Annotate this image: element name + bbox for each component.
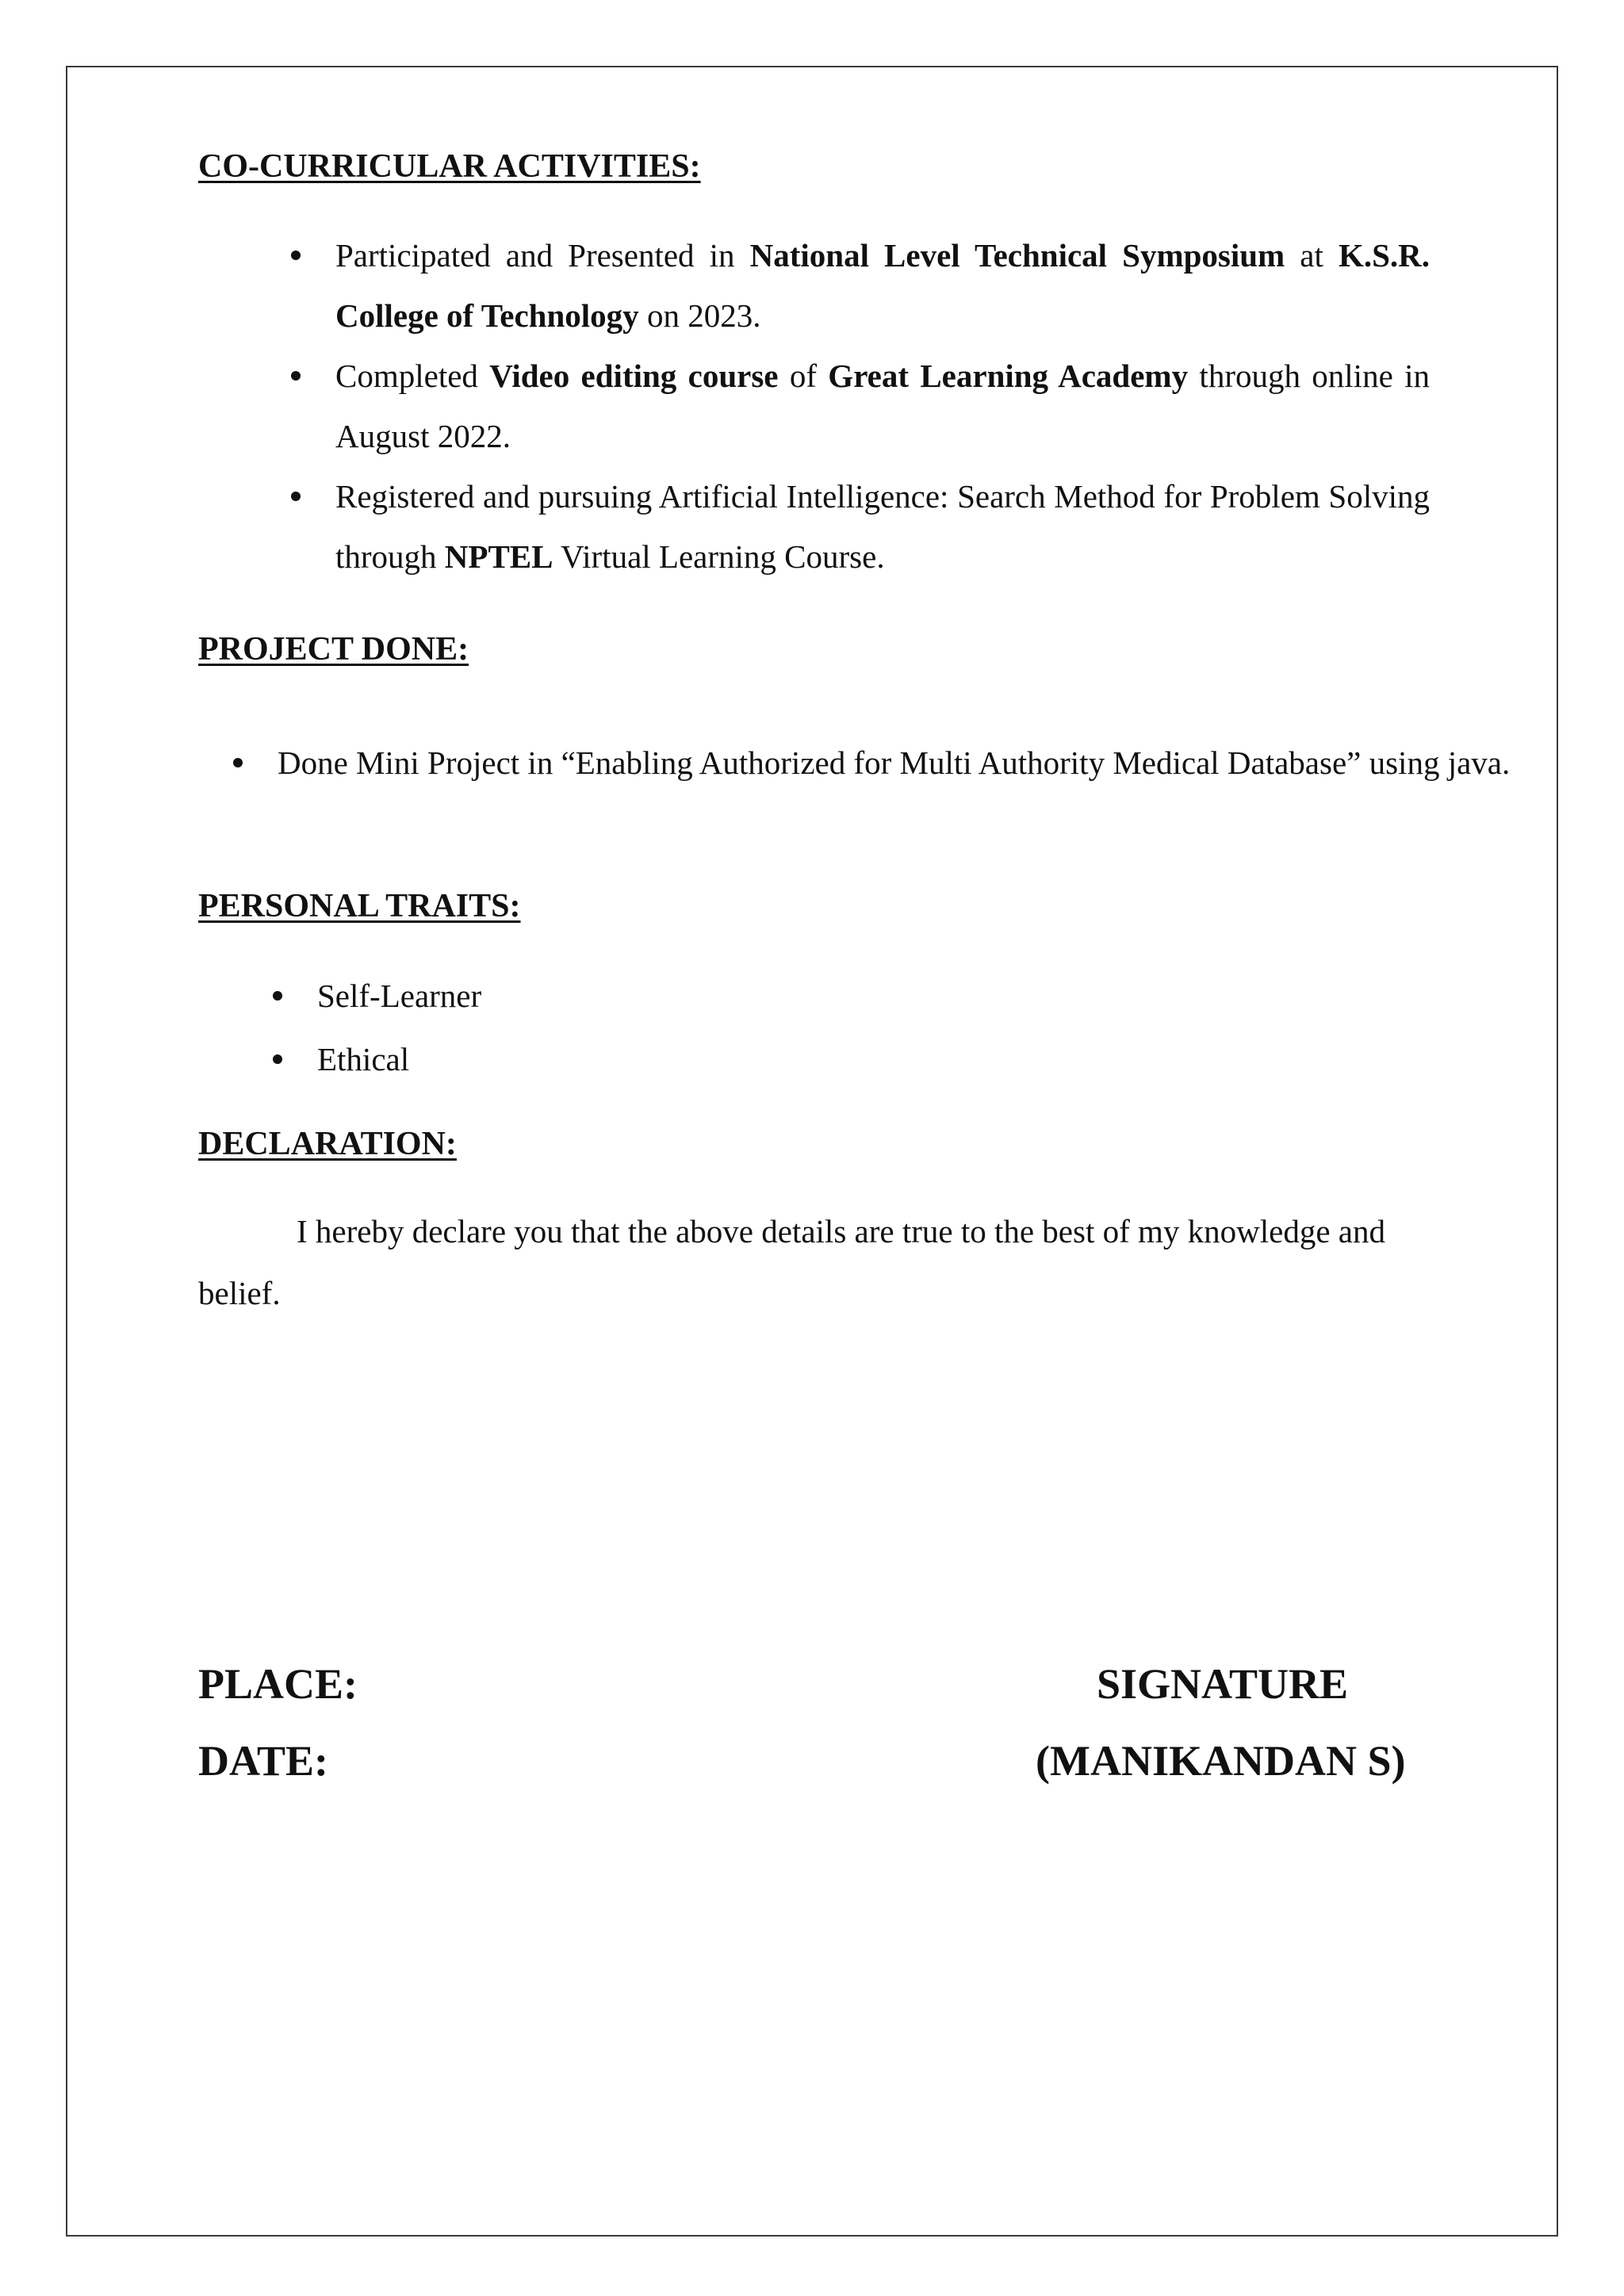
declaration-text: I hereby declare you that the above details are true to the best of my knowledge and belief. (198, 1213, 1385, 1311)
list-item: Ethical (317, 1027, 1031, 1091)
declaration-heading: DECLARATION: (198, 1126, 457, 1162)
personal-traits-list (317, 964, 1031, 1091)
place-label: PLACE: (198, 1660, 358, 1708)
list-item: Self-Learner (317, 964, 1031, 1027)
list-item: Done Mini Project in “Enabling Authorized for Multi Authority Medical Database” using java. (278, 733, 1511, 793)
list-item: Completed Video editing course of Great Learning Academy through online in August 2022. (335, 346, 1430, 466)
co-curricular-list (335, 225, 1430, 587)
project-heading: PROJECT DONE: (198, 631, 469, 668)
signatory-name: (MANIKANDAN S) (1036, 1737, 1406, 1785)
personal-traits-heading: PERSONAL TRAITS: (198, 888, 521, 924)
date-label: DATE: (198, 1737, 329, 1785)
project-list (278, 733, 1511, 793)
list-item: Participated and Presented in National Level Technical Symposium at K.S.R. College of Technology on 2023. (335, 225, 1430, 346)
list-item: Registered and pursuing Artificial Intelligence: Search Method for Problem Solving through NPTEL Virtual Learning Course. (335, 466, 1430, 587)
signature-label: SIGNATURE (1097, 1660, 1349, 1708)
co-curricular-heading: CO-CURRICULAR ACTIVITIES: (198, 148, 701, 185)
